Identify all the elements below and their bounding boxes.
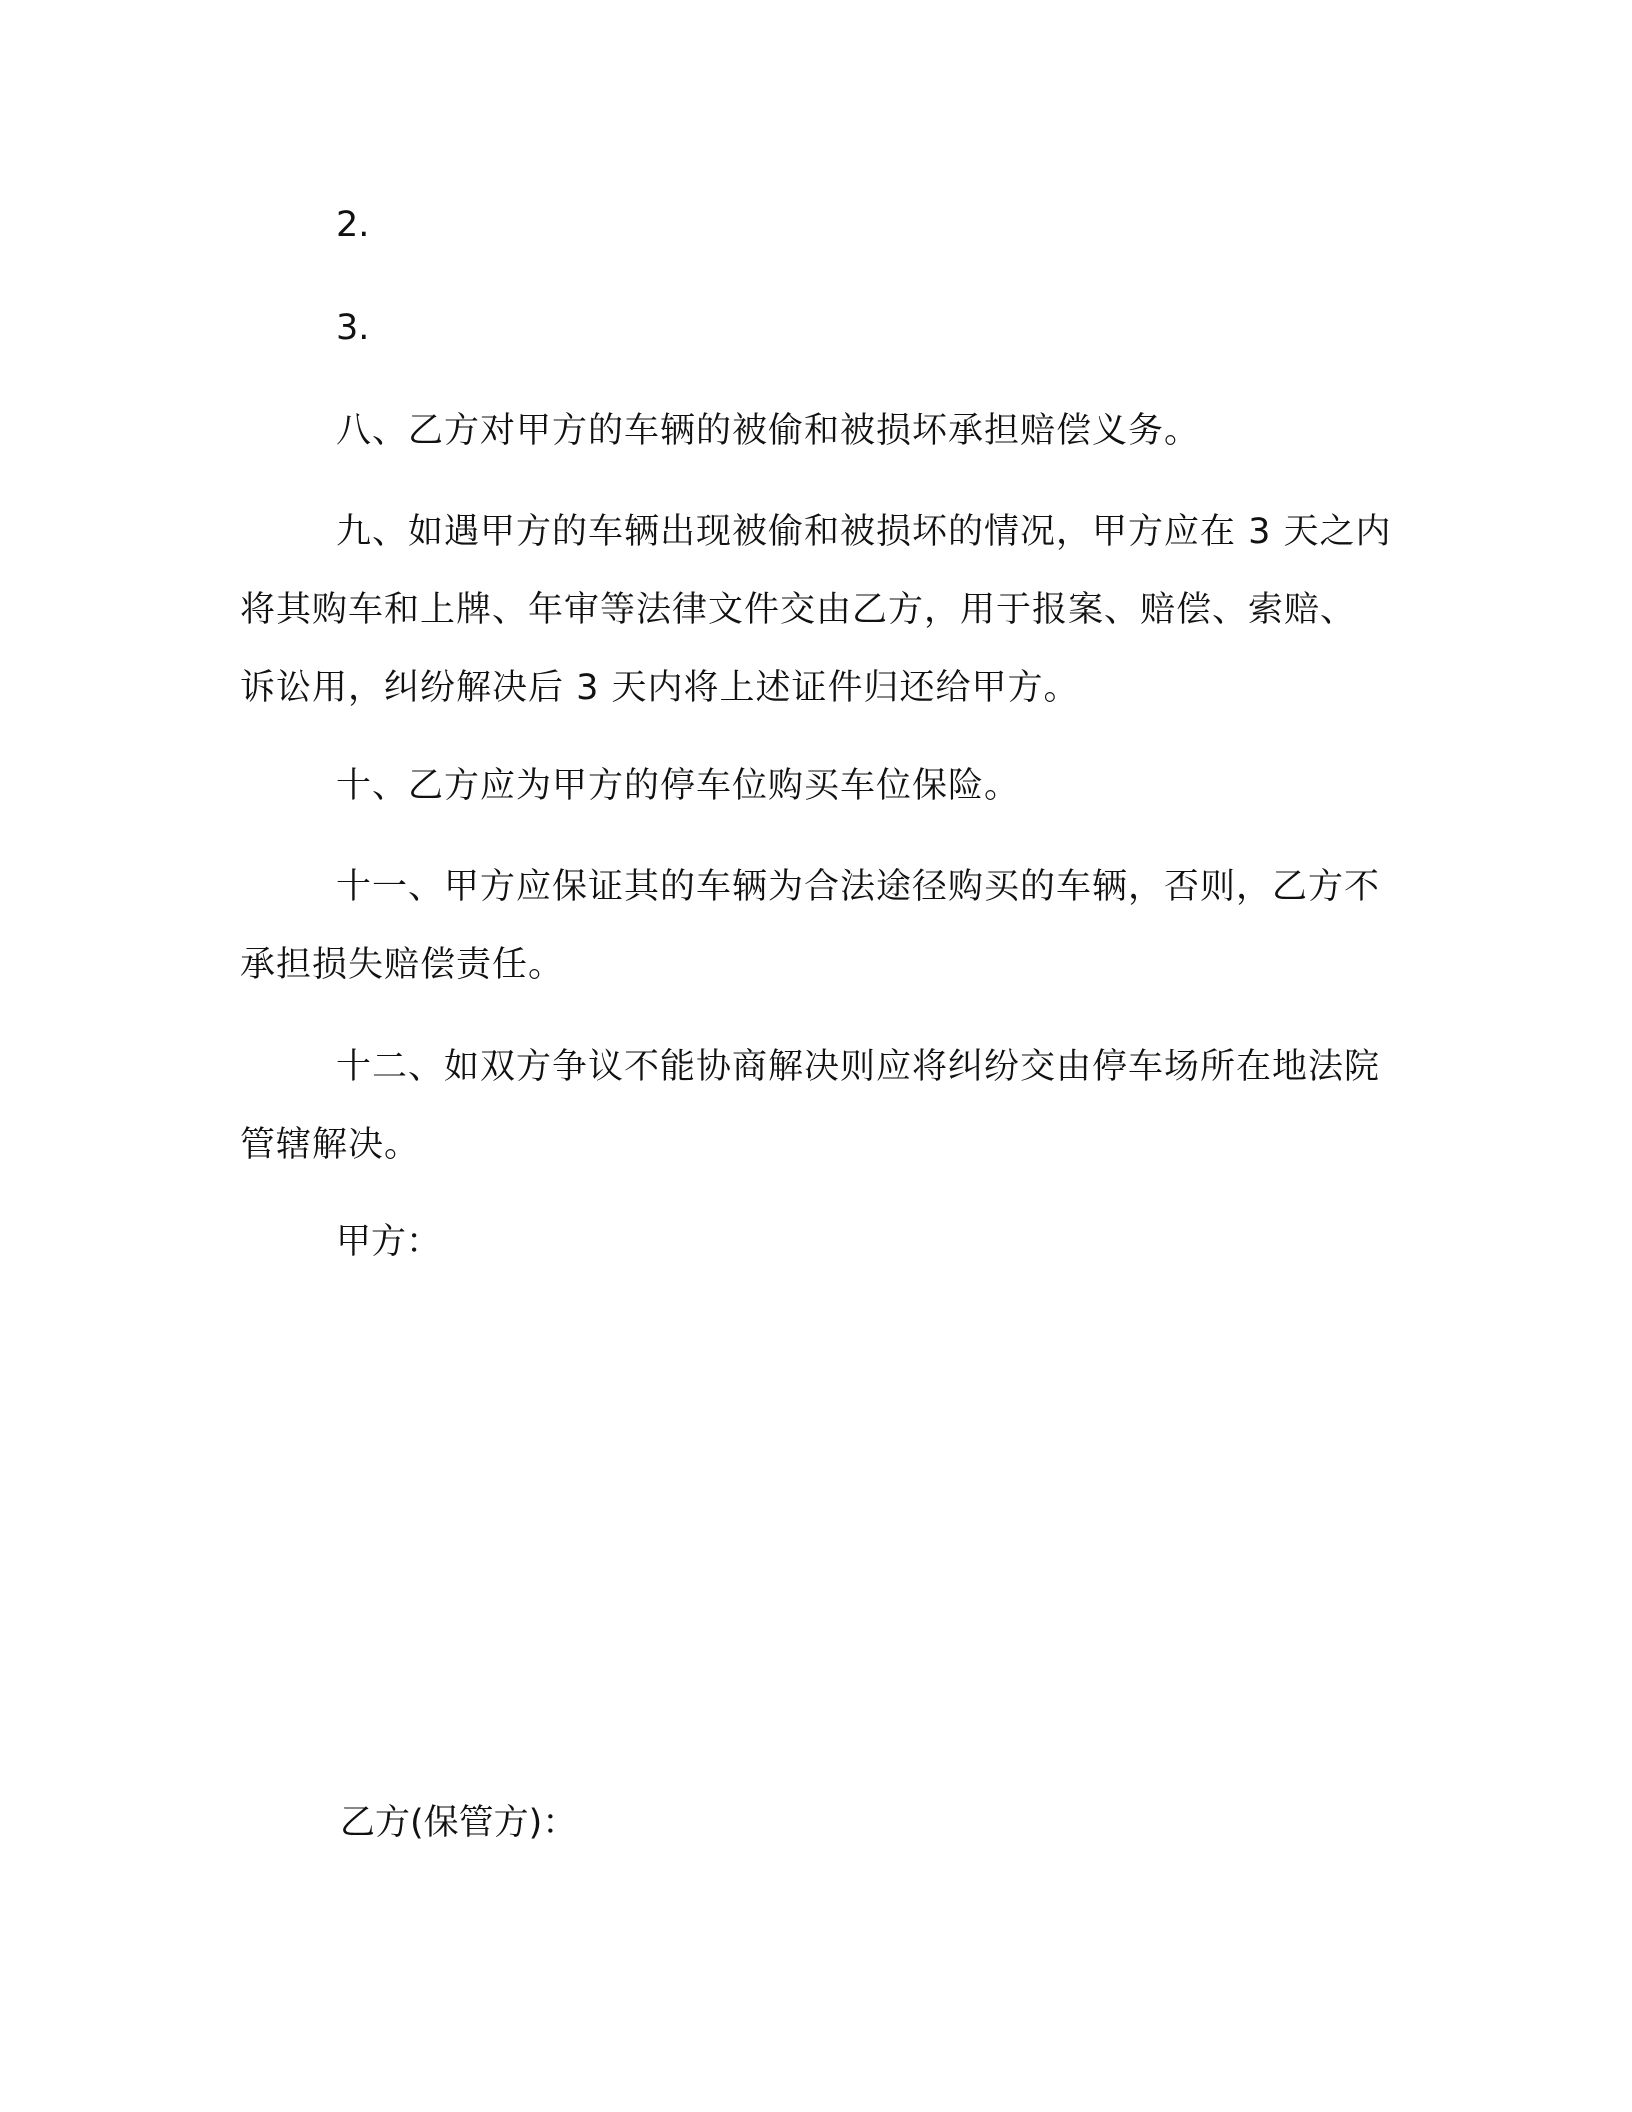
- clause-eight: 八、乙方对甲方的车辆的被偷和被损坏承担赔偿义务。: [336, 411, 1201, 451]
- clause-nine: 九、如遇甲方的车辆出现被偷和被损坏的情况，甲方应在 3 天之内将其购车和上牌、年审等法律文件交由乙方，用于报案、赔偿、索赔、 诉讼用，纠纷解决后 3 天内将上述证件归还给甲方。: [240, 512, 1392, 708]
- clause-eleven: 十一、甲方应保证其的车辆为合法途径购买的车辆，否则，乙方不承担损失赔偿责任。: [240, 867, 1381, 985]
- list-item-3: 3.: [336, 308, 370, 348]
- party-b-signature-label: 乙方(保管方)：: [340, 1803, 578, 1843]
- list-item-2: 2.: [336, 205, 370, 245]
- party-a-signature-label: 甲方：: [336, 1222, 442, 1262]
- clause-twelve: 十二、如双方争议不能协商解决则应将纠纷交由停车场所在地法院管辖解决。: [240, 1047, 1381, 1165]
- clause-ten: 十、乙方应为甲方的停车位购买车位保险。: [336, 766, 1021, 806]
